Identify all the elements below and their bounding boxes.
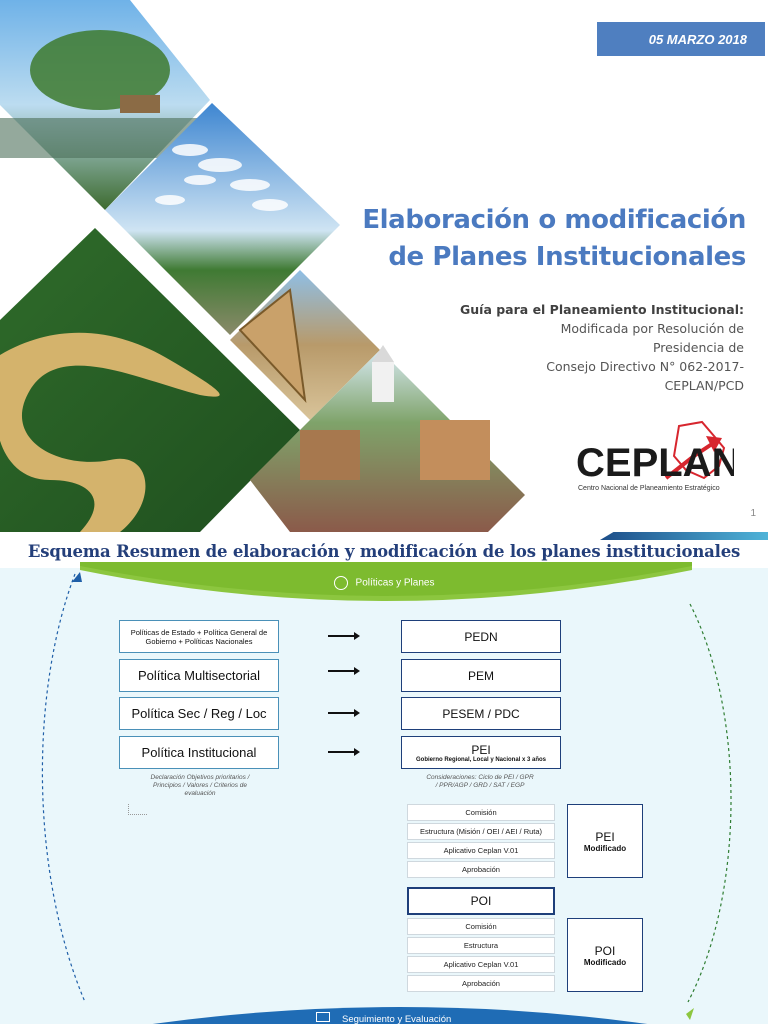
- pei-step: Aplicativo Ceplan V.01: [407, 842, 555, 859]
- subtitle-line: CEPLAN/PCD: [664, 378, 744, 393]
- network-icon: [334, 576, 348, 590]
- mod-subtitle: Modificado: [583, 843, 627, 853]
- ceplan-logo: [574, 418, 734, 498]
- policy-state-box: Políticas de Estado + Política General de Gobierno + Políticas Nacionales: [119, 620, 279, 653]
- subtitle-line: Consejo Directivo N° 062-2017-: [546, 359, 744, 374]
- poi-step: Aprobación: [407, 975, 555, 992]
- plan-pesem-box: [401, 697, 561, 730]
- plan-pem-box: [401, 659, 561, 692]
- subtitle: [414, 300, 744, 395]
- plan-label: PEI: [471, 742, 491, 757]
- policy-sector-box: Política Sec / Reg / Loc: [119, 697, 279, 730]
- mod-subtitle: Modificado: [583, 957, 627, 967]
- poi-box: POI: [407, 887, 555, 915]
- logo-wordmark: CEPLAN: [576, 441, 734, 485]
- plan-label: PEDN: [464, 629, 498, 644]
- header-accent: [600, 532, 768, 540]
- plan-label: PESEM / PDC: [442, 706, 520, 721]
- poi-step: Aplicativo Ceplan V.01: [407, 956, 555, 973]
- page-title: [316, 202, 746, 276]
- mod-title: PEI: [595, 829, 615, 844]
- poi-modified-box: [567, 918, 643, 992]
- right-note: Consideraciones: Ciclo de PEI / GPR / PPR/AGP / GRD / SAT / EGP: [426, 774, 534, 789]
- left-note: Declaración Objetivos prioritarios / Principios / Valores / Criterios de evaluación: [150, 774, 250, 797]
- pei-step: Aprobación: [407, 861, 555, 878]
- top-band-text: Políticas y Planes: [355, 577, 435, 589]
- subtitle-line: Presidencia de: [652, 340, 744, 355]
- slide-title: Esquema Resumen de elaboración y modificación de los planes institucionales: [27, 542, 741, 561]
- policy-institutional-box: Política Institucional: [119, 736, 279, 769]
- top-band-label: [0, 576, 768, 590]
- arrow-right-icon: [328, 708, 360, 718]
- bracket-line: [128, 804, 147, 815]
- poi-step: Comisión: [407, 918, 555, 935]
- bottom-band-label: Seguimiento y Evaluación: [342, 1014, 452, 1024]
- pei-step: Estructura (Misión / OEI / AEI / Ruta): [407, 823, 555, 840]
- plan-pei-box: [401, 736, 561, 769]
- arrow-right-icon: [328, 666, 360, 676]
- peru-map-icon: [574, 418, 734, 498]
- subtitle-line: Modificada por Resolución de: [560, 321, 744, 336]
- cycle-arrows: [0, 532, 768, 1024]
- pei-step: Comisión: [407, 804, 555, 821]
- logo-subtext: Centro Nacional de Planeamiento Estratégico: [578, 485, 720, 492]
- page-number: 1: [750, 508, 756, 519]
- poi-step: Estructura: [407, 937, 555, 954]
- subtitle-heading: Guía para el Planeamiento Institucional:: [460, 302, 744, 317]
- arrow-right-icon: [328, 747, 360, 757]
- arrow-right-icon: [328, 631, 360, 641]
- plan-pedn-box: [401, 620, 561, 653]
- title-line: Elaboración o modificación: [362, 205, 746, 235]
- mod-title: POI: [594, 943, 616, 958]
- date-badge: 05 MARZO 2018: [597, 22, 765, 56]
- checklist-icon: [316, 1012, 330, 1022]
- pei-modified-box: [567, 804, 643, 878]
- plan-sublabel: Gobierno Regional, Local y Nacional x 3 años: [415, 756, 547, 763]
- policy-multisector-box: Política Multisectorial: [119, 659, 279, 692]
- plan-label: PEM: [467, 668, 494, 683]
- summary-slide: [0, 532, 768, 1024]
- title-line: de Planes Institucionales: [388, 242, 746, 272]
